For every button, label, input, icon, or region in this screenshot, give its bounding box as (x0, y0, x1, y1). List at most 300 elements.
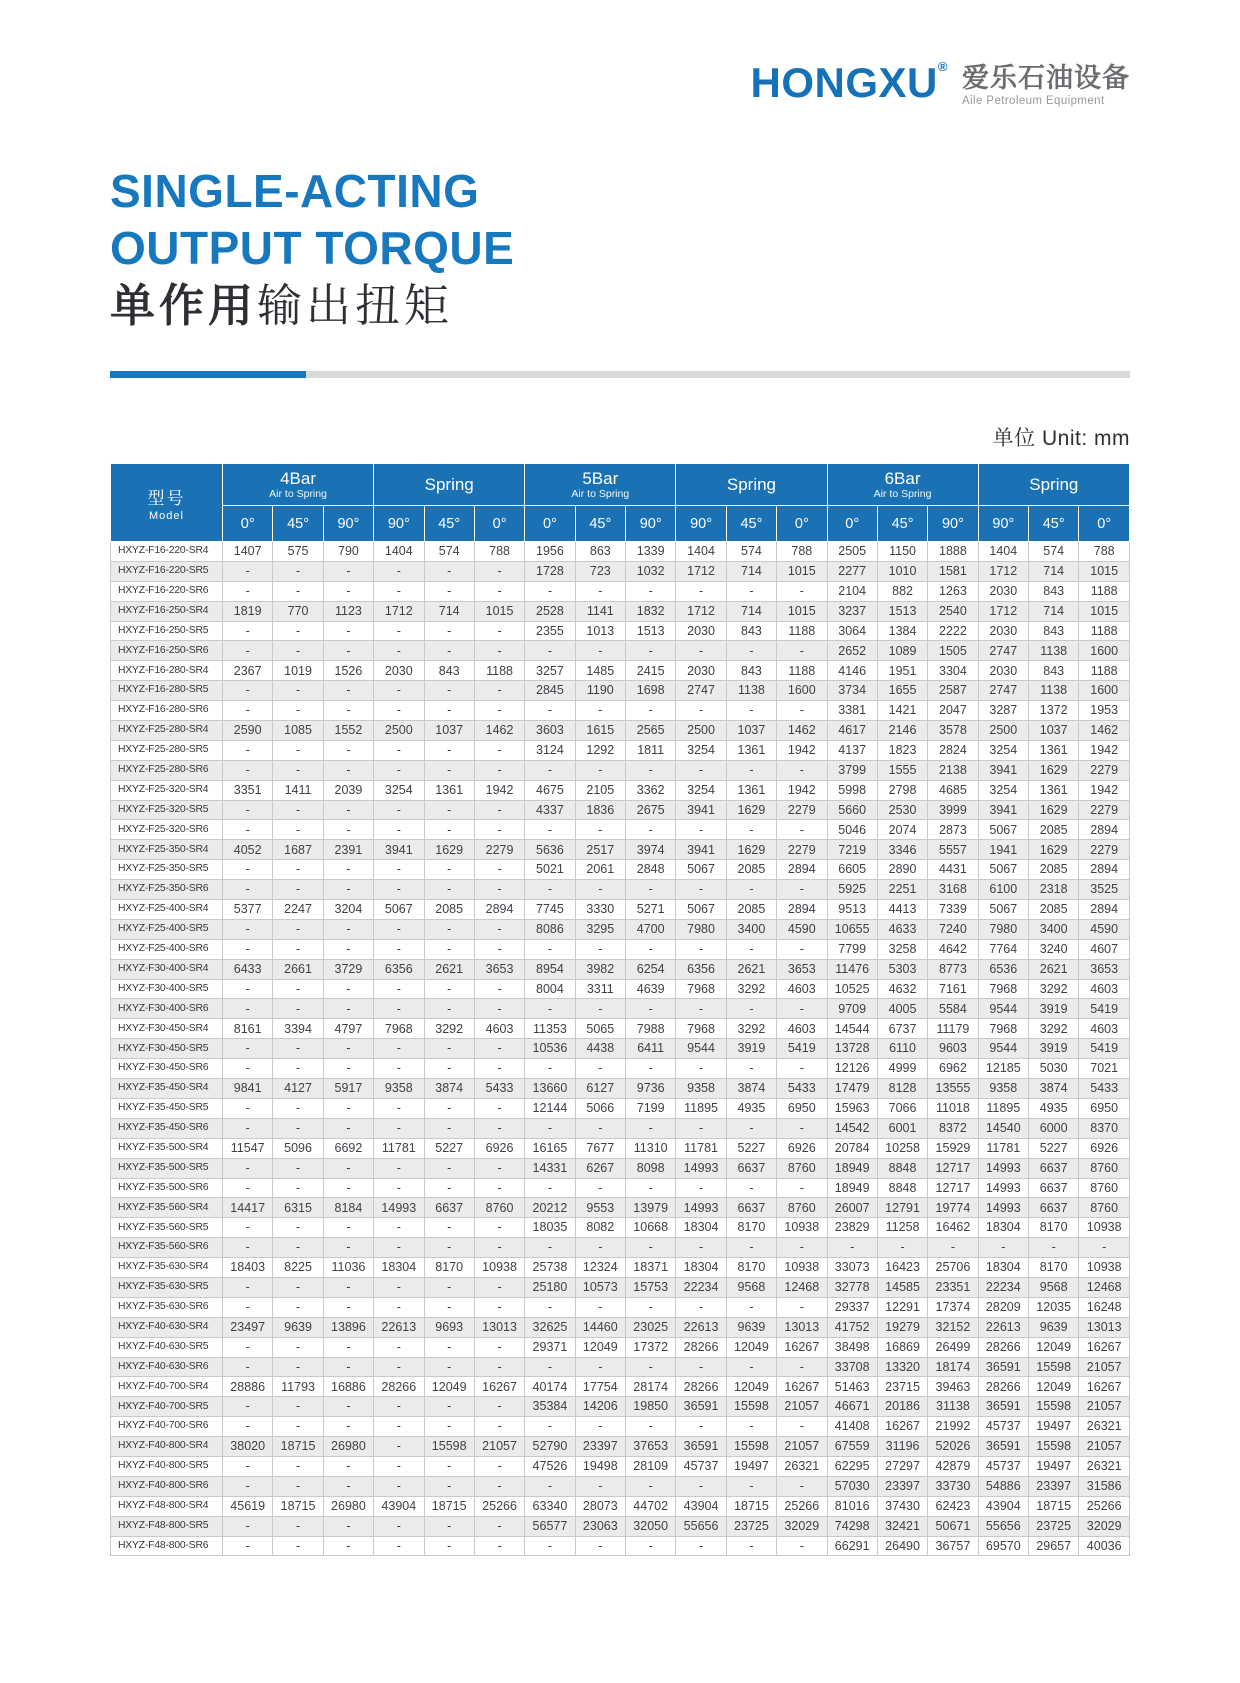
value-cell: 7240 (928, 919, 978, 939)
value-cell: 12185 (978, 1059, 1028, 1079)
value-cell: 1361 (726, 740, 776, 760)
value-cell: - (424, 1297, 474, 1317)
value-cell: 3525 (1079, 880, 1130, 900)
table-row (111, 1178, 1130, 1198)
title-en-line2: OUTPUT TORQUE (110, 222, 515, 274)
value-cell: 8098 (626, 1158, 676, 1178)
value-cell: 6637 (726, 1198, 776, 1218)
value-cell: 3204 (323, 900, 373, 920)
value-cell: - (525, 999, 575, 1019)
table-row (111, 979, 1130, 999)
degree-header: 0° (223, 506, 273, 542)
value-cell: - (676, 1357, 726, 1377)
value-cell: 28266 (978, 1337, 1028, 1357)
value-cell: 9513 (827, 900, 877, 920)
value-cell: 32421 (877, 1516, 927, 1536)
value-cell: 7161 (928, 979, 978, 999)
value-cell: 25738 (525, 1258, 575, 1278)
value-cell: 23497 (223, 1317, 273, 1337)
value-cell: - (474, 1059, 524, 1079)
value-cell: 18304 (676, 1218, 726, 1238)
value-cell: 1123 (323, 601, 373, 621)
value-cell: - (223, 760, 273, 780)
value-cell: 843 (726, 661, 776, 681)
value-cell: 2085 (726, 860, 776, 880)
brand-name: HONGXU® (750, 59, 948, 106)
value-cell: - (777, 1059, 827, 1079)
value-cell: - (273, 1238, 323, 1258)
value-cell: 2047 (928, 701, 978, 721)
degree-header: 0° (827, 506, 877, 542)
model-cell: HXYZ-F40-800-SR5 (111, 1456, 223, 1476)
value-cell: 6926 (474, 1138, 524, 1158)
value-cell: 4127 (273, 1079, 323, 1099)
value-cell: 81016 (827, 1496, 877, 1516)
value-cell: 8225 (273, 1258, 323, 1278)
value-cell: - (474, 1417, 524, 1437)
model-cell: HXYZ-F40-630-SR5 (111, 1337, 223, 1357)
value-cell: 2030 (978, 621, 1028, 641)
value-cell: - (374, 1456, 424, 1476)
value-cell: 1581 (928, 561, 978, 581)
value-cell: 28109 (626, 1456, 676, 1476)
value-cell: 50671 (928, 1516, 978, 1536)
value-cell: - (474, 1456, 524, 1476)
table-row (111, 1337, 1130, 1357)
value-cell: - (424, 1238, 474, 1258)
value-cell: - (424, 681, 474, 701)
value-cell: 37430 (877, 1496, 927, 1516)
value-cell: 22234 (978, 1277, 1028, 1297)
table-row (111, 621, 1130, 641)
value-cell: 55656 (978, 1516, 1028, 1536)
value-cell: 770 (273, 601, 323, 621)
value-cell: 8082 (575, 1218, 625, 1238)
value-cell: 14460 (575, 1317, 625, 1337)
value-cell: 1188 (1079, 621, 1130, 641)
value-cell: 28209 (978, 1297, 1028, 1317)
value-cell: - (323, 999, 373, 1019)
value-cell: 10938 (474, 1258, 524, 1278)
value-cell: 23715 (877, 1377, 927, 1397)
value-cell: 18371 (626, 1258, 676, 1278)
value-cell: 2085 (726, 900, 776, 920)
table-row (111, 800, 1130, 820)
value-cell: - (424, 641, 474, 661)
value-cell: 15963 (827, 1098, 877, 1118)
value-cell: - (374, 681, 424, 701)
value-cell: - (626, 1238, 676, 1258)
value-cell: 3653 (1079, 959, 1130, 979)
value-cell: - (525, 1357, 575, 1377)
value-cell: - (273, 860, 323, 880)
value-cell: 3734 (827, 681, 877, 701)
value-cell: - (474, 1476, 524, 1496)
value-cell: - (827, 1238, 877, 1258)
value-cell: 32050 (626, 1516, 676, 1536)
table-row (111, 601, 1130, 621)
value-cell: 18949 (827, 1158, 877, 1178)
model-cell: HXYZ-F40-700-SR5 (111, 1397, 223, 1417)
value-cell: 17374 (928, 1297, 978, 1317)
value-cell: 1629 (726, 840, 776, 860)
value-cell: - (575, 701, 625, 721)
value-cell: 5067 (676, 900, 726, 920)
group-header: 6Bar Air to Spring (827, 464, 978, 506)
value-cell: 2621 (1029, 959, 1079, 979)
value-cell: 14331 (525, 1158, 575, 1178)
value-cell: 2848 (626, 860, 676, 880)
value-cell: 1942 (1079, 780, 1130, 800)
value-cell: 62295 (827, 1456, 877, 1476)
value-cell: 18715 (1029, 1496, 1079, 1516)
value-cell: - (273, 1456, 323, 1476)
value-cell: - (223, 1218, 273, 1238)
value-cell: 8954 (525, 959, 575, 979)
value-cell: 1404 (676, 542, 726, 562)
value-cell: - (424, 1337, 474, 1357)
value-cell: - (323, 621, 373, 641)
value-cell: 3292 (424, 1019, 474, 1039)
value-cell: 2894 (777, 900, 827, 920)
value-cell: - (223, 1516, 273, 1536)
table-row (111, 999, 1130, 1019)
value-cell: 4639 (626, 979, 676, 999)
value-cell: 843 (726, 621, 776, 641)
value-cell: 7968 (978, 1019, 1028, 1039)
value-cell: 9544 (676, 1039, 726, 1059)
value-cell: 1339 (626, 542, 676, 562)
value-cell: - (273, 919, 323, 939)
value-cell: - (374, 860, 424, 880)
value-cell: 3237 (827, 601, 877, 621)
value-cell: 5067 (978, 820, 1028, 840)
value-cell: 1188 (1079, 581, 1130, 601)
value-cell: 1013 (575, 621, 625, 641)
value-cell: 11036 (323, 1258, 373, 1278)
value-cell: - (223, 701, 273, 721)
value-cell: 10668 (626, 1218, 676, 1238)
value-cell: 1526 (323, 661, 373, 681)
value-cell: 18035 (525, 1218, 575, 1238)
value-cell: 3351 (223, 780, 273, 800)
value-cell: - (323, 1277, 373, 1297)
value-cell: - (726, 1059, 776, 1079)
value-cell: 12144 (525, 1098, 575, 1118)
model-cell: HXYZ-F35-500-SR6 (111, 1178, 223, 1198)
value-cell: - (223, 1098, 273, 1118)
value-cell: 2894 (474, 900, 524, 920)
value-cell: 1513 (626, 621, 676, 641)
table-row (111, 721, 1130, 741)
value-cell: 26980 (323, 1496, 373, 1516)
value-cell: 18715 (726, 1496, 776, 1516)
value-cell: - (474, 740, 524, 760)
value-cell: 11895 (676, 1098, 726, 1118)
value-cell: 4431 (928, 860, 978, 880)
value-cell: 714 (726, 601, 776, 621)
value-cell: 18304 (374, 1258, 424, 1278)
value-cell: - (374, 641, 424, 661)
value-cell: - (374, 1158, 424, 1178)
value-cell: 882 (877, 581, 927, 601)
value-cell: - (978, 1238, 1028, 1258)
value-cell: - (323, 880, 373, 900)
value-cell: - (273, 979, 323, 999)
value-cell: - (575, 1059, 625, 1079)
value-cell: 74298 (827, 1516, 877, 1536)
title-cn-rest: 输出扭矩 (257, 280, 454, 331)
value-cell: 4603 (1079, 1019, 1130, 1039)
value-cell: 6000 (1029, 1118, 1079, 1138)
value-cell: 11781 (676, 1138, 726, 1158)
value-cell: 36757 (928, 1536, 978, 1556)
value-cell: - (223, 820, 273, 840)
value-cell: 21057 (777, 1397, 827, 1417)
value-cell: 714 (1029, 601, 1079, 621)
degree-header: 90° (978, 506, 1028, 542)
value-cell: 18304 (676, 1258, 726, 1278)
value-cell: 20186 (877, 1397, 927, 1417)
value-cell: 1015 (1079, 561, 1130, 581)
value-cell: 31138 (928, 1397, 978, 1417)
value-cell: 31196 (877, 1437, 927, 1457)
value-cell: - (626, 1059, 676, 1079)
value-cell: 714 (1029, 561, 1079, 581)
value-cell: - (273, 1297, 323, 1317)
value-cell: 2279 (777, 840, 827, 860)
value-cell: 37653 (626, 1437, 676, 1457)
value-cell: 29371 (525, 1337, 575, 1357)
value-cell: 9639 (273, 1317, 323, 1337)
unit-label: 单位 Unit: mm (992, 427, 1130, 450)
value-cell: 3941 (978, 760, 1028, 780)
value-cell: - (323, 1516, 373, 1536)
value-cell: 2500 (676, 721, 726, 741)
value-cell: 2587 (928, 681, 978, 701)
group-header: 5Bar Air to Spring (525, 464, 676, 506)
value-cell: 1141 (575, 601, 625, 621)
value-cell: - (525, 1178, 575, 1198)
value-cell: - (626, 1476, 676, 1496)
value-cell: 22234 (676, 1277, 726, 1297)
value-cell: 16462 (928, 1218, 978, 1238)
value-cell: 29337 (827, 1297, 877, 1317)
group-header: Spring (978, 464, 1129, 506)
value-cell: 25266 (777, 1496, 827, 1516)
value-cell: - (777, 1118, 827, 1138)
value-cell: - (374, 1476, 424, 1496)
value-cell: 16869 (877, 1337, 927, 1357)
value-cell: 40174 (525, 1377, 575, 1397)
value-cell: 5067 (676, 860, 726, 880)
value-cell: 1015 (777, 561, 827, 581)
table-row (111, 1138, 1130, 1158)
value-cell: 2590 (223, 721, 273, 741)
value-cell: - (323, 1476, 373, 1496)
value-cell: 10655 (827, 919, 877, 939)
table-row (111, 1536, 1130, 1556)
value-cell: 21057 (474, 1437, 524, 1457)
value-cell: 3304 (928, 661, 978, 681)
value-cell: - (424, 1218, 474, 1238)
value-cell: 5419 (1079, 999, 1130, 1019)
value-cell: - (424, 581, 474, 601)
model-cell: HXYZ-F35-500-SR5 (111, 1158, 223, 1178)
value-cell: 3346 (877, 840, 927, 860)
value-cell: 1010 (877, 561, 927, 581)
value-cell: 1384 (877, 621, 927, 641)
value-cell: - (424, 880, 474, 900)
value-cell: - (777, 1536, 827, 1556)
degree-header: 45° (726, 506, 776, 542)
value-cell: - (474, 999, 524, 1019)
value-cell: - (273, 641, 323, 661)
value-cell: 2279 (1079, 800, 1130, 820)
model-cell: HXYZ-F25-280-SR6 (111, 760, 223, 780)
value-cell: - (525, 1536, 575, 1556)
value-cell: 1600 (1079, 681, 1130, 701)
value-cell: 63340 (525, 1496, 575, 1516)
value-cell: - (525, 1297, 575, 1317)
value-cell: 21057 (1079, 1357, 1130, 1377)
value-cell: 9639 (1029, 1317, 1079, 1337)
value-cell: - (676, 760, 726, 780)
header-group-row (111, 464, 1130, 506)
value-cell: 10525 (827, 979, 877, 999)
value-cell: - (575, 1178, 625, 1198)
value-cell: 2277 (827, 561, 877, 581)
value-cell: 7968 (374, 1019, 424, 1039)
table-row (111, 641, 1130, 661)
value-cell: 2540 (928, 601, 978, 621)
value-cell: 3874 (424, 1079, 474, 1099)
value-cell: 843 (424, 661, 474, 681)
value-cell: 843 (1029, 661, 1079, 681)
value-cell: 1188 (474, 661, 524, 681)
value-cell: 35384 (525, 1397, 575, 1417)
value-cell: 12291 (877, 1297, 927, 1317)
value-cell: - (726, 1297, 776, 1317)
value-cell: 2517 (575, 840, 625, 860)
value-cell: - (676, 1417, 726, 1437)
value-cell: - (323, 820, 373, 840)
value-cell: 2845 (525, 681, 575, 701)
value-cell: 6692 (323, 1138, 373, 1158)
value-cell: 4675 (525, 780, 575, 800)
value-cell: 2675 (626, 800, 676, 820)
value-cell: 2104 (827, 581, 877, 601)
value-cell: 1404 (978, 542, 1028, 562)
value-cell: 7968 (676, 1019, 726, 1039)
value-cell: 1942 (777, 740, 827, 760)
value-cell: 26499 (928, 1337, 978, 1357)
value-cell: 18304 (978, 1218, 1028, 1238)
value-cell: - (323, 1158, 373, 1178)
value-cell: 36591 (978, 1437, 1028, 1457)
value-cell: 6315 (273, 1198, 323, 1218)
value-cell: 2391 (323, 840, 373, 860)
value-cell: 3999 (928, 800, 978, 820)
value-cell: - (525, 760, 575, 780)
value-cell: 1629 (1029, 760, 1079, 780)
value-cell: 2030 (978, 661, 1028, 681)
value-cell: 14993 (978, 1178, 1028, 1198)
value-cell: - (424, 1536, 474, 1556)
value-cell: 2621 (424, 959, 474, 979)
value-cell: 2085 (1029, 820, 1079, 840)
value-cell: - (474, 1039, 524, 1059)
value-cell: 13555 (928, 1079, 978, 1099)
value-cell: - (575, 1476, 625, 1496)
value-cell: 3799 (827, 760, 877, 780)
value-cell: - (323, 1456, 373, 1476)
model-cell: HXYZ-F30-400-SR4 (111, 959, 223, 979)
value-cell: - (273, 1039, 323, 1059)
value-cell: 3292 (1029, 979, 1079, 999)
value-cell: 5030 (1029, 1059, 1079, 1079)
value-cell: 11258 (877, 1218, 927, 1238)
value-cell: - (626, 701, 676, 721)
value-cell: 5377 (223, 900, 273, 920)
value-cell: - (575, 581, 625, 601)
value-cell: 1728 (525, 561, 575, 581)
value-cell: - (223, 1456, 273, 1476)
value-cell: 3400 (1029, 919, 1079, 939)
value-cell: 11781 (978, 1138, 1028, 1158)
value-cell: - (374, 1437, 424, 1457)
value-cell: 3295 (575, 919, 625, 939)
value-cell: 2355 (525, 621, 575, 641)
value-cell: 23397 (1029, 1476, 1079, 1496)
value-cell: 22613 (978, 1317, 1028, 1337)
value-cell: 1823 (877, 740, 927, 760)
table-row (111, 701, 1130, 721)
value-cell: 26980 (323, 1437, 373, 1457)
value-cell: - (223, 641, 273, 661)
value-cell: 7764 (978, 939, 1028, 959)
value-cell: 16267 (877, 1417, 927, 1437)
value-cell: 44702 (626, 1496, 676, 1516)
value-cell: 5227 (1029, 1138, 1079, 1158)
model-cell: HXYZ-F35-630-SR4 (111, 1258, 223, 1278)
value-cell: 28174 (626, 1377, 676, 1397)
value-cell: 42879 (928, 1456, 978, 1476)
value-cell: 3941 (978, 800, 1028, 820)
value-cell: 1150 (877, 542, 927, 562)
value-cell: - (273, 760, 323, 780)
value-cell: 1941 (978, 840, 1028, 860)
value-cell: 10938 (777, 1218, 827, 1238)
value-cell: - (273, 1417, 323, 1437)
table-row (111, 1417, 1130, 1437)
value-cell: 3653 (474, 959, 524, 979)
value-cell: 20212 (525, 1198, 575, 1218)
value-cell: 11895 (978, 1098, 1028, 1118)
value-cell: 1698 (626, 681, 676, 701)
value-cell: 1089 (877, 641, 927, 661)
table-row (111, 1437, 1130, 1457)
value-cell: 39463 (928, 1377, 978, 1397)
table-body (111, 542, 1130, 1556)
model-cell: HXYZ-F35-450-SR6 (111, 1118, 223, 1138)
value-cell: - (374, 1238, 424, 1258)
value-cell: 27297 (877, 1456, 927, 1476)
value-cell: - (374, 1536, 424, 1556)
value-cell: 18174 (928, 1357, 978, 1377)
value-cell: 5557 (928, 840, 978, 860)
value-cell: 12049 (726, 1377, 776, 1397)
